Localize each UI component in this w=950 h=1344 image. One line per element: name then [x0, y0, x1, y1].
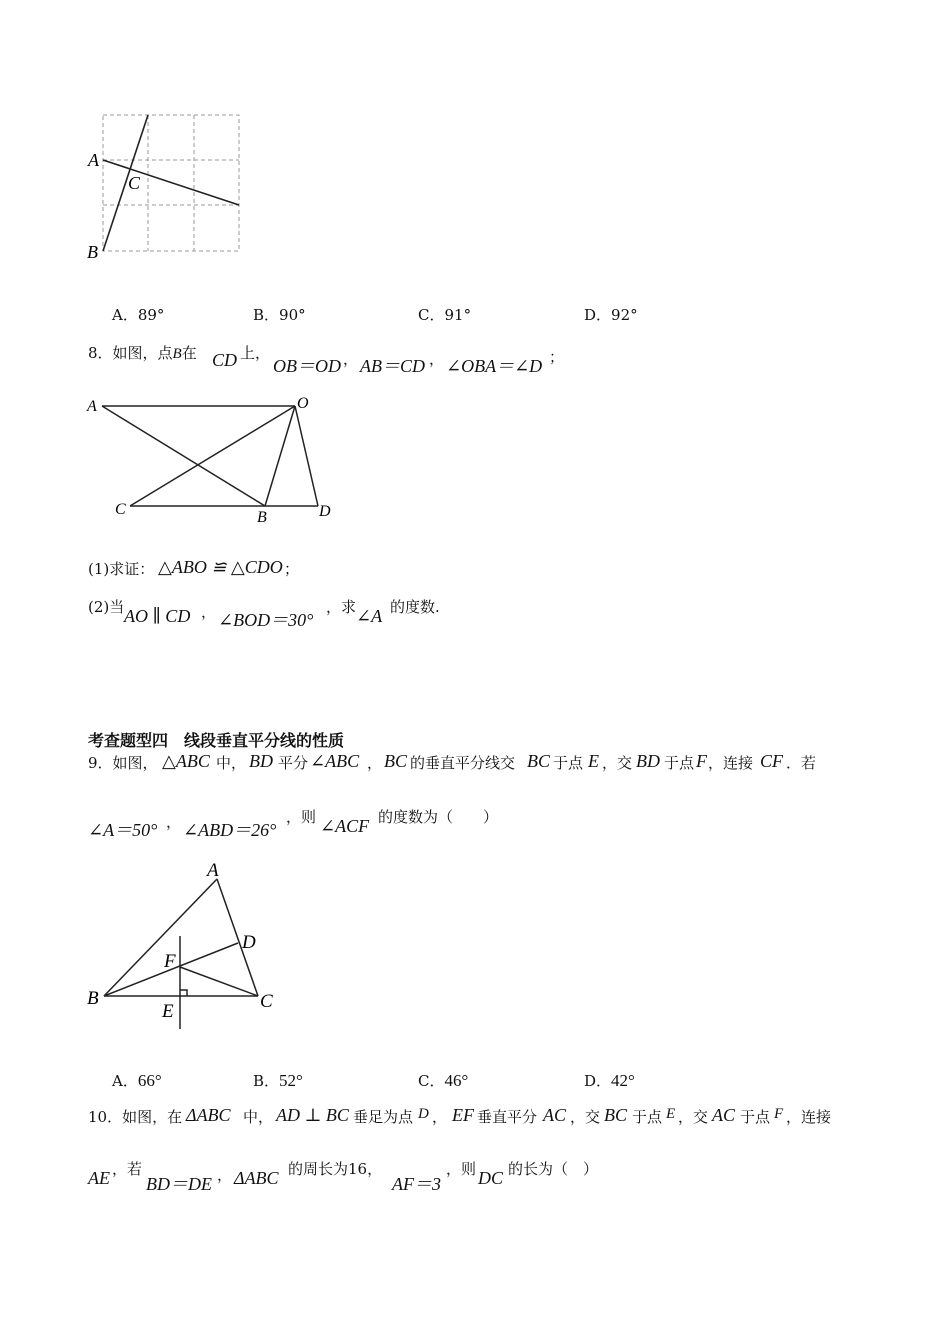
q8-stem-cd: CD	[212, 350, 238, 370]
q8-label-o: O	[297, 395, 309, 412]
q9-label-a: A	[207, 860, 219, 881]
q9-l1-r: CF	[760, 751, 784, 771]
q9-option-a[interactable]: A．66°	[112, 1071, 162, 1090]
q7-line-ac	[103, 160, 239, 205]
q9-l2-d: ，则	[286, 808, 317, 826]
q9-l1-d: BD	[249, 751, 273, 771]
q10-l1-h: EF	[452, 1105, 474, 1125]
q8-sep2: ，	[429, 350, 445, 368]
q8-part2-sep: ，	[201, 603, 217, 621]
q9-option-c[interactable]: C．46°	[418, 1071, 469, 1090]
q9-l1-b: △ABC	[162, 751, 210, 771]
q9-l2-a: ∠A＝50°	[88, 820, 158, 840]
q9-l1-h: BC	[384, 751, 408, 771]
q8-label-b: B	[257, 509, 267, 526]
q7-figure	[80, 108, 255, 268]
q9-option-b[interactable]: B．52°	[253, 1071, 303, 1090]
q9-l1-n: BD	[636, 751, 660, 771]
q9-l1-l: E	[588, 751, 599, 771]
q8-figure	[80, 390, 340, 530]
q9-l2-b: ，	[166, 813, 182, 831]
q7-label-a: A	[88, 150, 99, 170]
q10-l2-c: BD＝DE	[146, 1174, 212, 1194]
q9-label-d: D	[242, 932, 256, 953]
q10-l1-s: ，连接	[786, 1108, 832, 1126]
q10-l1-k: ，交	[570, 1108, 601, 1126]
q8-part2-math3: ∠A	[356, 606, 383, 626]
q10-l2-e: ΔABC	[234, 1168, 279, 1188]
q7-option-d[interactable]: D．92°	[584, 306, 638, 324]
q8-label-a: A	[87, 398, 97, 415]
q10-l1-r: F	[774, 1106, 784, 1122]
q10-l2-a: AE	[88, 1168, 110, 1188]
q8-stem: 8．如图，点B在	[88, 344, 197, 362]
q8-part2-math1: AO ∥ CD	[124, 606, 191, 626]
q10-l1-a: 10．如图，在	[88, 1108, 183, 1126]
q10-l1-j: AC	[543, 1105, 567, 1125]
q9-l1-k: 于点	[553, 754, 584, 772]
q10-l1-c: 中，	[243, 1108, 274, 1126]
q10-l2-j: 的长为（ ）	[508, 1160, 599, 1178]
q8-part2-mid: ，求	[326, 598, 357, 616]
q8-label-d: D	[319, 503, 331, 520]
q9-l1-f: ∠ABC	[310, 751, 360, 771]
q10-l2-h: ，则	[446, 1160, 477, 1178]
q10-l1-g: ，	[432, 1108, 448, 1126]
q10-l1-e: 垂足为点	[353, 1108, 414, 1126]
q8-part1-end: ；	[284, 560, 300, 578]
q10-l2-g: AF＝3	[392, 1174, 441, 1194]
q10-l1-d: AD ⊥ BC	[276, 1105, 349, 1125]
q7-label-c: C	[128, 173, 141, 193]
q10-l1-b: ΔABC	[186, 1105, 231, 1125]
q8-part2-math2: ∠BOD＝30°	[218, 610, 314, 630]
q8-sep1: ，	[343, 350, 359, 368]
q10-l1-m: 于点	[632, 1108, 663, 1126]
q9-l1-j: BC	[527, 751, 551, 771]
q9-l1-q: ，连接	[708, 754, 754, 772]
q9-figure	[80, 856, 290, 1036]
q8-cond1: OB＝OD	[273, 356, 341, 376]
q9-l2-e: ∠ACF	[320, 816, 370, 836]
q10-l1-l: BC	[604, 1105, 628, 1125]
q8-part2-end: 的度数.	[390, 598, 440, 616]
q8-label-c: C	[115, 501, 126, 518]
q9-l1-e: 平分	[278, 754, 309, 772]
section-heading: 考查题型四 线段垂直平分线的性质	[88, 731, 345, 750]
q8-cond3: ∠OBA＝∠D	[446, 356, 543, 376]
q9-l1-a: 9．如图，	[88, 754, 158, 772]
q10-l1-n: E	[666, 1106, 676, 1122]
q9-l1-m: ，交	[602, 754, 633, 772]
q8-end: ；	[549, 348, 565, 366]
q10-l2-b: ，若	[112, 1160, 143, 1178]
q9-l2-f: 的度数为（ ）	[378, 808, 499, 826]
q9-label-f: F	[164, 951, 176, 972]
q9-l2-c: ∠ABD＝26°	[183, 820, 277, 840]
q10-l1-q: 于点	[740, 1108, 771, 1126]
q10-l1-f: D	[418, 1106, 429, 1122]
q9-option-d[interactable]: D．42°	[584, 1071, 635, 1090]
q10-l2-i: DC	[478, 1168, 504, 1188]
q9-label-c: C	[260, 991, 273, 1012]
q10-l1-o: ，交	[678, 1108, 709, 1126]
q8-part1-prefix: (1)求证：	[88, 560, 155, 578]
q8-stem-on: 上，	[240, 344, 271, 362]
q7-option-c[interactable]: C．91°	[418, 306, 472, 324]
q10-l2-d: ，	[217, 1166, 233, 1184]
q9-l1-g: ，	[367, 754, 383, 772]
q7-line-ab	[103, 115, 148, 251]
q9-l1-i: 的垂直平分线交	[410, 754, 516, 772]
q8-part1-math: △ABO ≌ △CDO	[158, 557, 283, 577]
q9-label-e: E	[162, 1001, 174, 1022]
q10-l2-f: 的周长为16，	[288, 1160, 383, 1178]
q10-l1-i: 垂直平分	[477, 1108, 538, 1126]
q7-label-b: B	[87, 242, 98, 262]
q9-l1-s: ．若	[786, 754, 817, 772]
q9-l1-p: F	[696, 751, 707, 771]
q8-cond2: AB＝CD	[360, 356, 425, 376]
q7-option-b[interactable]: B．90°	[253, 306, 306, 324]
q10-l1-p: AC	[712, 1105, 736, 1125]
q9-l1-c: 中，	[216, 754, 247, 772]
q9-l1-o: 于点	[664, 754, 695, 772]
q7-option-a[interactable]: A．89°	[112, 306, 165, 324]
q8-part2-prefix: (2)当	[88, 598, 125, 616]
q9-label-b: B	[87, 988, 99, 1009]
